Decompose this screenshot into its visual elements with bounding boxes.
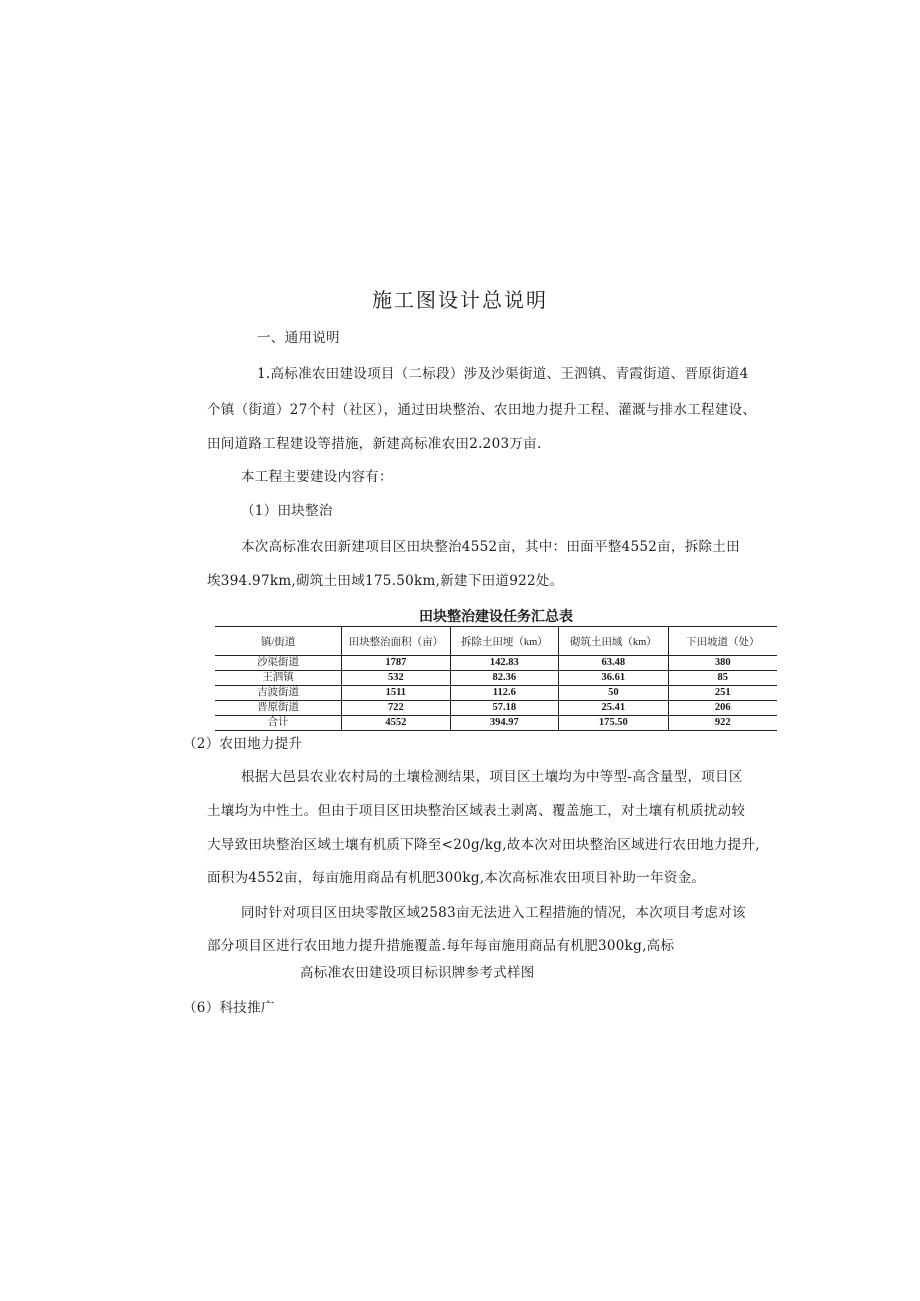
- cell-demolish: 112.6: [450, 686, 559, 701]
- soil-fertility-line-2: 土壤均为中性土。但由于项目区田块整治区域表土剥离、覆盖施工，对土壤有机质扰动较: [207, 803, 746, 819]
- cell-demolish: 394.97: [450, 716, 559, 731]
- col-header-build: 砌筑土田域（km）: [559, 627, 668, 656]
- page-title: 施工图设计总说明: [372, 288, 548, 312]
- cell-build: 63.48: [559, 656, 668, 671]
- cell-build: 25.41: [559, 701, 668, 716]
- field-consolidation-line-1: 本次高标准农田新建项目区田块整治4552亩，其中：田面平整4552亩，拆除土田: [241, 539, 740, 555]
- soil-fertility-line-6: 部分项目区进行农田地力提升措施覆盖.每年每亩施用商品有机肥300kg,高标: [207, 938, 675, 954]
- cell-demolish: 142.83: [450, 656, 559, 671]
- cell-area: 722: [342, 701, 450, 716]
- cell-area: 1511: [342, 686, 450, 701]
- soil-fertility-line-4: 面积为4552亩，每亩施用商品有机肥300kg,本次高标准农田项目补助一年资金。: [207, 870, 706, 886]
- cell-ramps: 85: [668, 671, 777, 686]
- soil-fertility-line-1: 根据大邑县农业农村局的土壤检测结果，项目区土壤均为中等型-高含量型，项目区: [241, 769, 743, 785]
- cell-town: 晋原街道: [215, 701, 342, 716]
- field-consolidation-line-2: 埃394.97km,砌筑土田域175.50km,新建下田道922处。: [207, 573, 564, 589]
- cell-ramps: 206: [668, 701, 777, 716]
- cell-demolish: 82.36: [450, 671, 559, 686]
- table-title: 田块整治建设任务汇总表: [419, 609, 573, 625]
- intro-line-3: 田间道路工程建设等措施，新建高标准农田2.203万亩.: [207, 436, 542, 452]
- sub-heading-soil-fertility: （2）农田地力提升: [183, 736, 303, 752]
- table-row: [215, 656, 777, 671]
- table-total-row: [215, 716, 777, 731]
- col-header-demolish: 拆除土田埂（km）: [450, 627, 559, 656]
- intro-line-2: 个镇（街道）27个村（社区），通过田块整治、农田地力提升工程、灌溉与排水工程建设、: [207, 402, 757, 418]
- table-header-row: [215, 627, 777, 656]
- col-header-area: 田块整治面积（亩）: [342, 627, 450, 656]
- cell-ramps: 251: [668, 686, 777, 701]
- section-heading-general: 一、通用说明: [257, 330, 340, 346]
- soil-fertility-line-5: 同时针对项目区田块零散区域2583亩无法进入工程措施的情况，本次项目考虑对该: [241, 905, 746, 921]
- sign-caption: 高标准农田建设项目标识牌参考式样图: [300, 965, 535, 981]
- cell-ramps: 380: [668, 656, 777, 671]
- cell-area: 4552: [342, 716, 450, 731]
- col-header-town: 镇/街道: [215, 627, 342, 656]
- cell-ramps: 922: [668, 716, 777, 731]
- cell-town: 合计: [215, 716, 342, 731]
- table-row: [215, 671, 777, 686]
- cell-build: 36.61: [559, 671, 668, 686]
- summary-table: [215, 626, 777, 731]
- cell-area: 1787: [342, 656, 450, 671]
- cell-town: 王泗镇: [215, 671, 342, 686]
- cell-demolish: 57.18: [450, 701, 559, 716]
- cell-town: 吉波街道: [215, 686, 342, 701]
- soil-fertility-line-3: 大导致田块整治区域土壤有机质下降至<20g/kg,故本次对田块整治区域进行农田地力提升,: [207, 837, 760, 853]
- table-row: [215, 701, 777, 716]
- main-content-label: 本工程主要建设内容有：: [241, 469, 393, 485]
- cell-town: 沙渠街道: [215, 656, 342, 671]
- cell-build: 175.50: [559, 716, 668, 731]
- cell-area: 532: [342, 671, 450, 686]
- col-header-ramps: 下田坡道（处）: [668, 627, 777, 656]
- sub-heading-tech-promotion: （6）科技推广: [183, 1000, 275, 1016]
- sub-heading-field-consolidation: （1）田块整治: [241, 503, 333, 519]
- table-row: [215, 686, 777, 701]
- intro-line-1: 1.高标准农田建设项目（二标段）涉及沙渠街道、王泗镇、青霞街道、晋原街道4: [257, 366, 749, 382]
- cell-build: 50: [559, 686, 668, 701]
